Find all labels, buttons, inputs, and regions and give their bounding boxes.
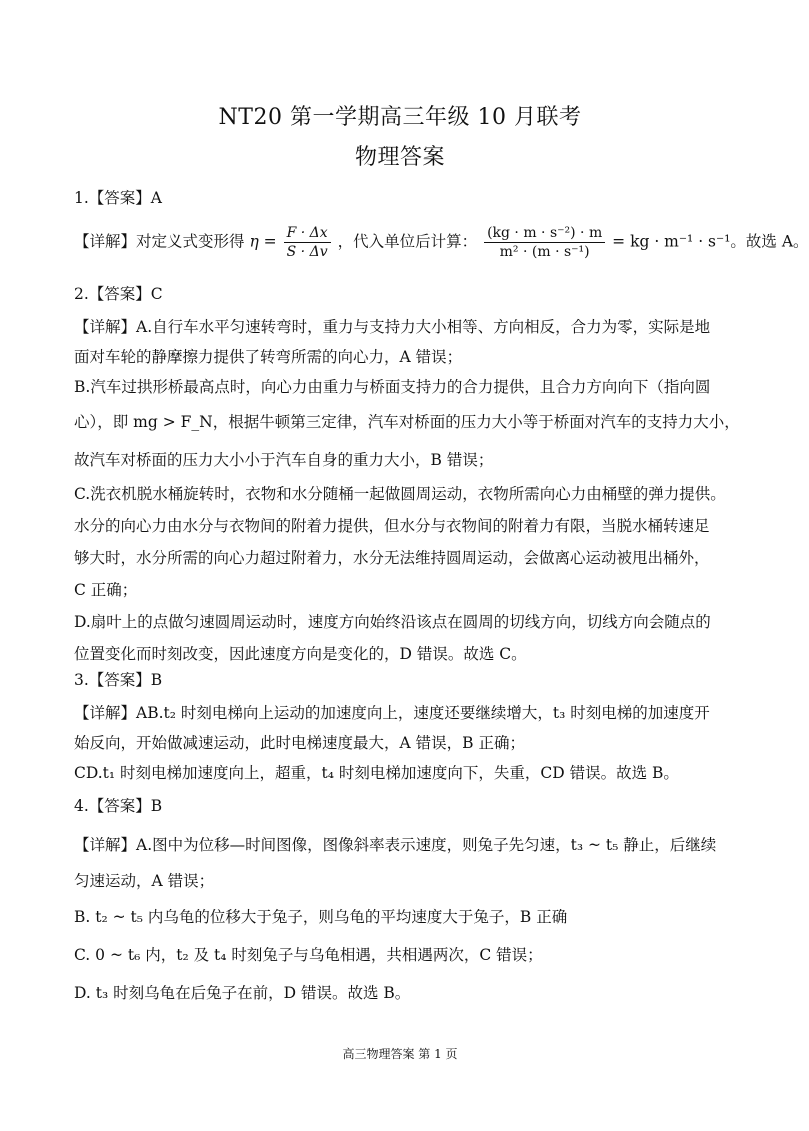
q3-line: 始反向，开始做减速运动，此时电梯速度最大，A 错误，B 正确； (74, 734, 525, 752)
page-subtitle: 物理答案 (354, 145, 445, 170)
question-4 (74, 794, 734, 1012)
eta-denominator: S · Δv (286, 244, 328, 260)
q1-detail (74, 224, 809, 261)
q2-line: 故汽车对桥面的压力大小小于汽车自身的重力大小，B 错误； (74, 451, 494, 469)
q1-detail-prefix: 【详解】对定义式变形得 (74, 232, 245, 251)
question-3 (74, 668, 734, 788)
q3-answer: 3.【答案】B (74, 671, 163, 689)
unit-result: = kg · m⁻¹ · s⁻¹ (612, 232, 731, 251)
unit-fraction (484, 224, 605, 261)
q3-line: CD.t₁ 时刻电梯加速度向上，超重，t₄ 时刻电梯加速度向下，失重，CD 错误。故选 B。 (74, 764, 679, 782)
question-2 (74, 282, 740, 670)
q4-line: 【详解】A.图中为位移—时间图像，图像斜率表示速度，则兔子先匀速，t₃ ~ t₅ 静止，后继续 (74, 836, 717, 854)
q1-answer: 1.【答案】A (74, 189, 162, 207)
unit-numerator: (kg · m · s⁻²) · m (484, 224, 605, 243)
q2-line: 心），即 mg > F_N，根据牛顿第三定律，汽车对桥面的压力大小等于桥面对汽车的支持力大小， (74, 413, 740, 431)
q2-detail (74, 312, 740, 670)
q2-line: 面对车轮的静摩擦力提供了转弯所需的向心力，A 错误； (74, 348, 463, 366)
q3-detail (74, 698, 734, 788)
page-title: NT20 第一学期高三年级 10 月联考 (218, 105, 582, 130)
question-1 (74, 186, 809, 261)
q2-line: 【详解】A.自行车水平匀速转弯时，重力与支持力大小相等、方向相反，合力为零，实际是地 (74, 318, 711, 336)
q4-line: D. t₃ 时刻乌龟在后兔子在前，D 错误。故选 B。 (74, 984, 411, 1002)
q4-line: 匀速运动，A 错误； (74, 872, 215, 890)
q4-line: B. t₂ ~ t₅ 内乌龟的位移大于兔子，则乌龟的平均速度大于兔子，B 正确 (74, 908, 568, 926)
q2-line: B.汽车过拱形桥最高点时，向心力由重力与桥面支持力的合力提供，且合力方向向下（指向圆 (74, 378, 711, 396)
q2-line: 水分的向心力由水分与衣物间的附着力提供，但水分与衣物间的附着力有限，当脱水桶转速足 (74, 517, 710, 535)
q4-detail (74, 826, 734, 1012)
q3-line: 【详解】AB.t₂ 时刻电梯向上运动的加速度向上，速度还要继续增大，t₃ 时刻电梯的加速度开 (74, 704, 710, 722)
unit-denominator: m² · (m · s⁻¹) (499, 244, 590, 260)
eta-numerator: F · Δx (284, 224, 331, 243)
q4-answer: 4.【答案】B (74, 797, 163, 815)
q2-line: 位置变化而时刻改变，因此速度方向是变化的，D 错误。故选 C。 (74, 645, 527, 663)
eta-fraction (284, 224, 331, 261)
q2-answer: 2.【答案】C (74, 285, 163, 303)
page-footer: 高三物理答案 第 1 页 (342, 1047, 458, 1061)
eta-lhs: η = (249, 232, 277, 251)
q1-detail-mid: ，代入单位后计算： (337, 232, 478, 251)
q1-detail-end: 。故选 A。 (730, 232, 809, 251)
q2-line: 够大时，水分所需的向心力超过附着力，水分无法维持圆周运动，会做离心运动被甩出桶外， (74, 549, 710, 567)
q4-line: C. 0 ~ t₆ 内，t₂ 及 t₄ 时刻兔子与乌龟相遇，共相遇两次，C 错误； (74, 946, 543, 964)
q2-line: D.扇叶上的点做匀速圆周运动时，速度方向始终沿该点在圆周的切线方向，切线方向会随点的 (74, 613, 711, 631)
q2-line: C.洗衣机脱水桶旋转时，衣物和水分随桶一起做圆周运动，衣物所需向心力由桶壁的弹力提供。 (74, 485, 726, 503)
q2-line: C 正确； (74, 581, 138, 599)
